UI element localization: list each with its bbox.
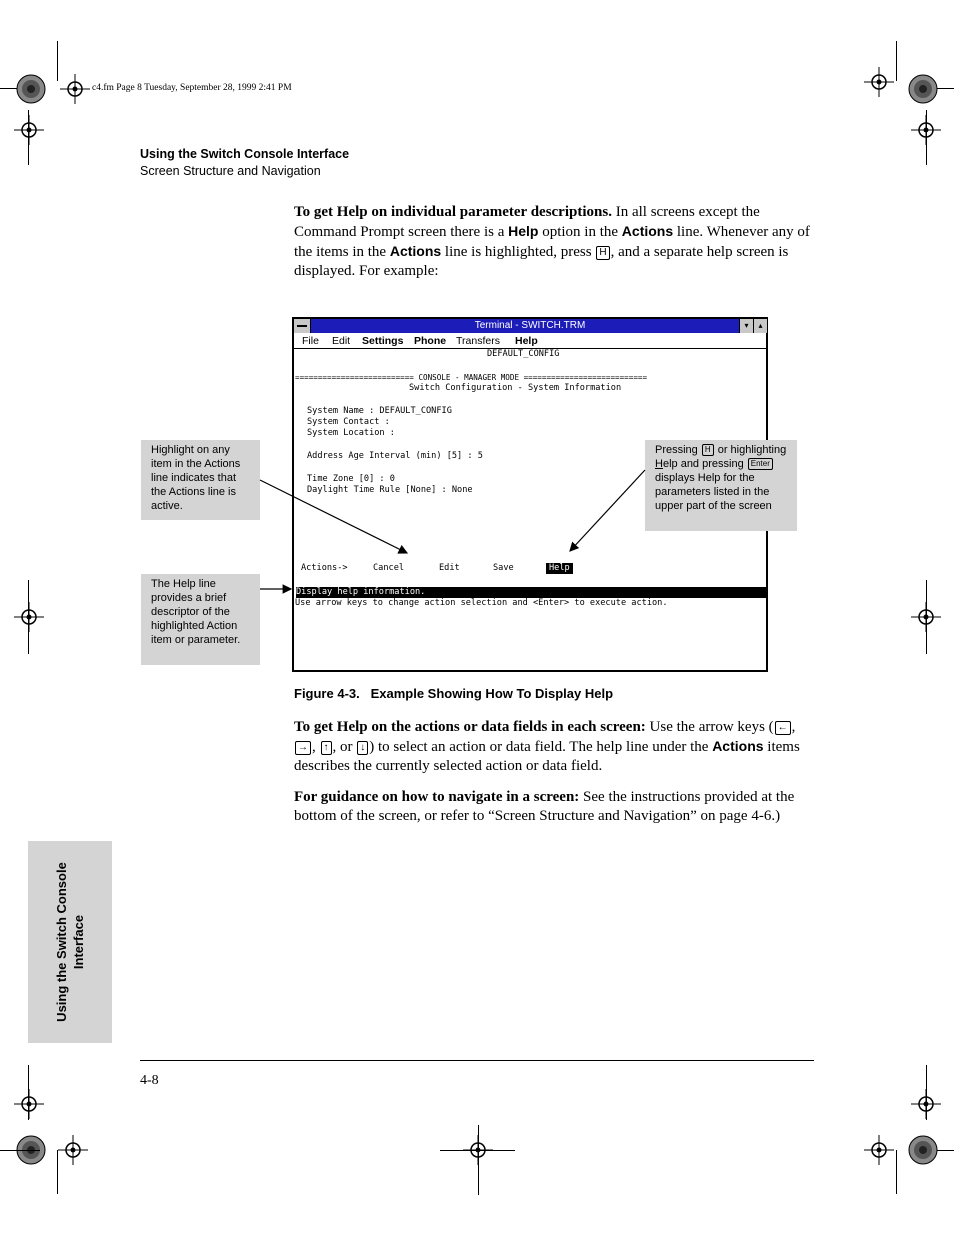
paragraph-lead: To get Help on the actions or data fields in each screen: <box>294 719 646 735</box>
field-time-zone: Time Zone [0] : 0 <box>307 474 395 484</box>
figure-caption: Figure 4-3. Example Showing How To Display Help <box>294 686 614 701</box>
action-save[interactable]: Save <box>493 563 514 573</box>
terminal-mode-line: ========================== CONSOLE - MANAGER MODE =========================== <box>295 373 648 382</box>
print-header: c4.fm Page 8 Tuesday, September 28, 1999 2:41 PM <box>92 83 292 93</box>
help-line-text: Display help information. <box>296 587 426 597</box>
actions-keyword: Actions <box>621 223 674 239</box>
down-arrow-key-icon: ↓ <box>357 741 368 755</box>
field-system-location: System Location : <box>307 428 395 438</box>
left-arrow-key-icon: ← <box>775 721 791 735</box>
up-arrow-key-icon: ↑ <box>321 741 332 755</box>
paragraph-help-parameters: To get Help on individual parameter descriptions. In all screens except the Command Prompt screen there is a Help option in the Actions line. Whenever any of the items in the Actions line is highlighted, press H , and a separate help screen is displayed. For example: <box>294 204 810 279</box>
chapter-side-tab <box>28 841 112 1043</box>
menu-phone[interactable]: Phone <box>414 335 447 347</box>
instructions-line: Use arrow keys to change action selection and <Enter> to execute action. <box>295 598 668 608</box>
enter-key-icon: Enter <box>748 458 773 470</box>
maximize-icon[interactable]: ▴ <box>753 319 767 333</box>
h-key-icon: H <box>596 246 609 260</box>
callout-help-line: The Help line provides a brief descriptor of the highlighted Action item or parameter. <box>141 574 260 665</box>
menu-transfers[interactable]: Transfers <box>456 335 500 347</box>
actions-keyword: Actions <box>389 243 442 259</box>
paragraph-lead: For guidance on how to navigate in a screen: <box>294 789 580 805</box>
arrow-to-help-action <box>570 470 645 551</box>
actions-keyword: Actions <box>712 738 764 754</box>
page-number: 4-8 <box>140 1073 159 1088</box>
field-system-contact: System Contact : <box>307 417 390 427</box>
terminal-title: Terminal - SWITCH.TRM <box>474 320 586 331</box>
arrow-to-actions <box>260 480 407 553</box>
callout-actions-line: Highlight on any item in the Actions line indicates that the Actions line is active. <box>141 440 260 520</box>
terminal-screen-title: Switch Configuration - System Information <box>409 383 622 393</box>
menu-file[interactable]: File <box>302 335 319 347</box>
terminal-config-name: DEFAULT_CONFIG <box>487 349 560 359</box>
footer-rule <box>140 1060 814 1061</box>
paragraph-lead: To get Help on individual parameter descriptions. <box>294 204 612 220</box>
menu-edit[interactable]: Edit <box>332 335 351 347</box>
running-head-title: Using the Switch Console Interface <box>140 147 350 161</box>
help-keyword: Help <box>508 223 539 239</box>
action-help-selected[interactable]: Help <box>546 563 573 574</box>
field-daylight-rule: Daylight Time Rule [None] : None <box>307 485 473 495</box>
action-edit[interactable]: Edit <box>439 563 460 573</box>
chapter-side-tab-label: Using the Switch Console Interface <box>54 862 86 1022</box>
field-address-age: Address Age Interval (min) [5] : 5 <box>307 451 483 461</box>
right-arrow-key-icon: → <box>295 741 311 755</box>
menu-settings[interactable]: Settings <box>362 335 404 347</box>
menu-help[interactable]: Help <box>515 335 538 347</box>
paragraph-help-actions: To get Help on the actions or data fields in each screen: Use the arrow keys ( ← , → , ↑ , or ↓ ) to select an action or data field. The help line under the Actions items describes the currently selected action or data field. <box>294 719 800 774</box>
paragraph-navigation: For guidance on how to navigate in a screen: See the instructions provided at the bottom of the screen, or refer to “Screen Structure and Navigation” on page 4-6.) <box>294 789 795 824</box>
actions-label: Actions-> <box>301 563 348 573</box>
minimize-icon[interactable]: ▾ <box>739 319 753 333</box>
h-key-icon: H <box>702 444 714 456</box>
field-system-name: System Name : DEFAULT_CONFIG <box>307 406 452 416</box>
callout-display-help: Pressing H or highlighting Help and pressing Enter displays Help for the parameters listed in the upper part of the screen <box>645 440 797 531</box>
running-head-subtitle: Screen Structure and Navigation <box>140 164 321 178</box>
action-cancel[interactable]: Cancel <box>373 563 405 573</box>
